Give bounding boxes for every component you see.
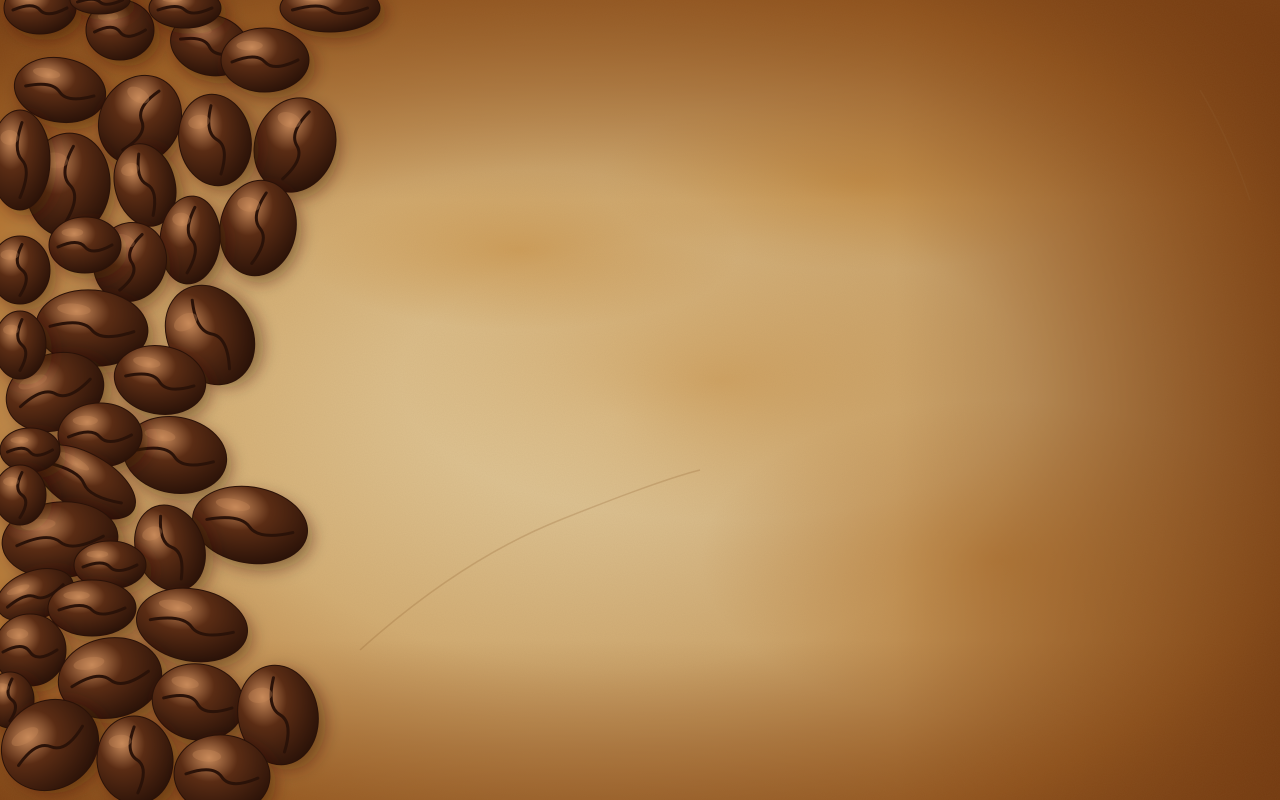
bean-highlight [62,228,84,236]
bean-highlight [1,130,19,145]
bean-highlight [236,41,262,51]
bean-highlight [1,250,19,260]
bean-highlight [63,591,89,599]
bean-highlight [73,416,98,426]
bean-highlight [3,477,19,486]
bean-highlight [87,551,109,558]
bean-highlight [3,325,19,335]
bean-highlight [7,628,29,639]
bean-highlight [11,437,29,444]
